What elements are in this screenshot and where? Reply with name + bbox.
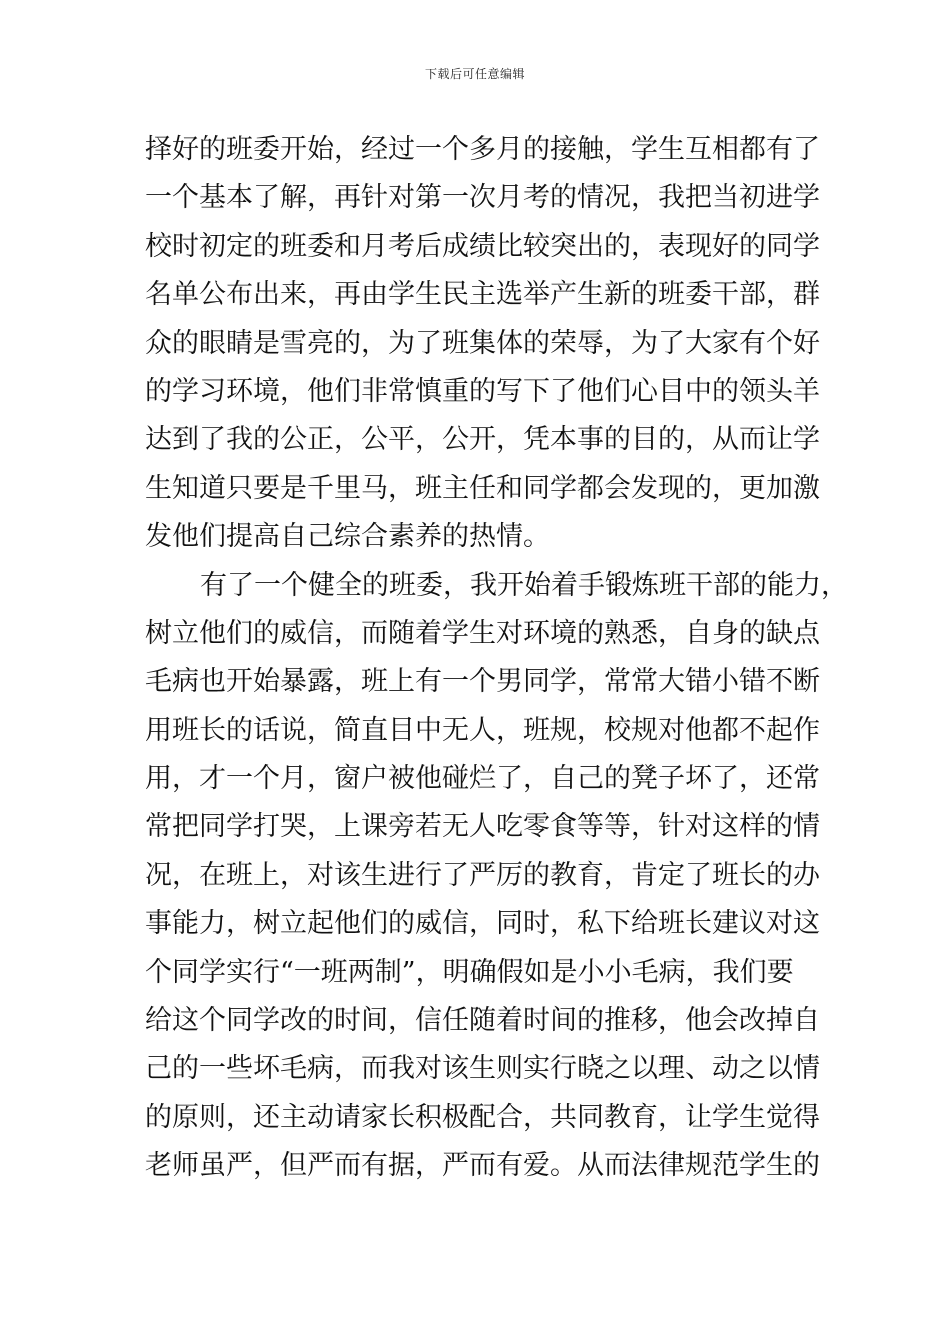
text-line: 老师虽严，但严而有据，严而有爱。从而法律规范学生的 [145, 1150, 820, 1182]
text-line: 名单公布出来，再由学生民主选举产生新的班委干部，群 [145, 279, 820, 311]
text-line: 的原则，还主动请家长积极配合，共同教育，让学生觉得 [145, 1101, 820, 1133]
text-line: 事能力，树立起他们的威信，同时，私下给班长建议对这 [145, 908, 820, 940]
text-line: 择好的班委开始，经过一个多月的接触，学生互相都有了 [145, 134, 820, 165]
text-line: 给这个同学改的时间，信任随着时间的推移，他会改掉自 [145, 1005, 820, 1037]
text-line: 树立他们的威信，而随着学生对环境的熟悉，自身的缺点 [145, 617, 820, 649]
text-line: 己的一些坏毛病，而我对该生则实行晓之以理、动之以情 [145, 1053, 820, 1085]
text-line: 生知道只要是千里马，班主任和同学都会发现的，更加激 [145, 472, 820, 504]
text-line: 毛病也开始暴露，班上有一个男同学，常常大错小错不断 [145, 666, 820, 698]
page-header: 下载后可任意编辑 [424, 67, 525, 81]
paragraph-1 [145, 126, 825, 562]
text-line: 达到了我的公正，公平，公开，凭本事的目的，从而让学 [145, 424, 820, 456]
text-line: 用班长的话说，简直目中无人，班规，校规对他都不起作 [145, 714, 820, 746]
document-body [145, 126, 848, 1191]
text-line: 一个基本了解，再针对第一次月考的情况，我把当初进学 [145, 182, 820, 214]
text-line: 个同学实行“一班两制”，明确假如是小小毛病，我们要 [145, 956, 794, 988]
text-line: 的学习环境，他们非常慎重的写下了他们心目中的领头羊 [145, 375, 820, 407]
paragraph-2 [145, 562, 848, 1191]
text-line: 况，在班上，对该生进行了严厉的教育，肯定了班长的办 [145, 859, 820, 891]
text-line: 众的眼睛是雪亮的，为了班集体的荣辱，为了大家有个好 [145, 327, 820, 359]
text-line-indented: 有了一个健全的班委，我开始着手锻炼班干部的能力， [200, 569, 848, 601]
text-line: 用，才一个月，窗户被他碰烂了，自己的凳子坏了，还常 [145, 763, 820, 795]
text-line: 常把同学打哭，上课旁若无人吃零食等等，针对这样的情 [145, 811, 820, 843]
text-line: 发他们提高自己综合素养的热情。 [145, 521, 550, 553]
text-line: 校时初定的班委和月考后成绩比较突出的，表现好的同学 [145, 230, 820, 262]
